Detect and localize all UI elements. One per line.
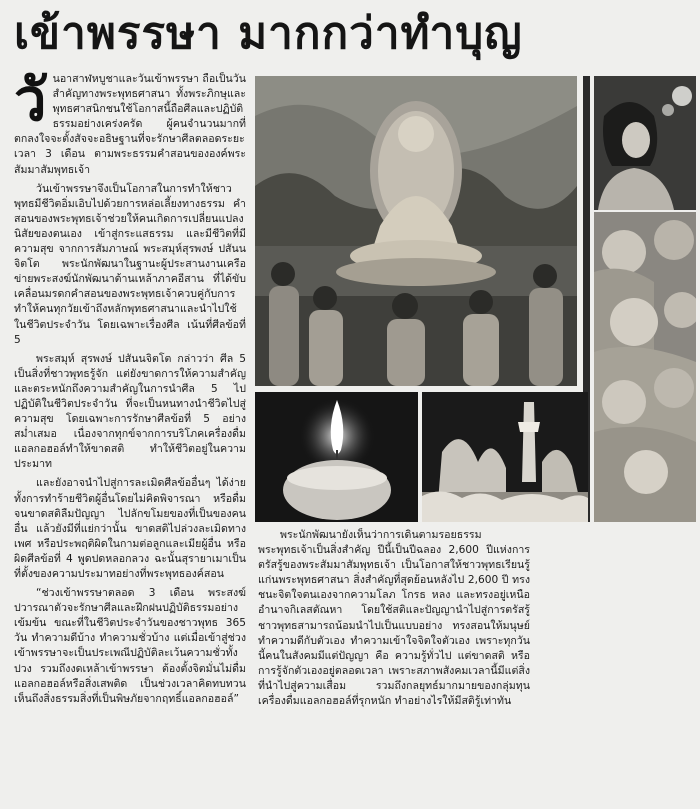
buddha-statue-icon — [255, 76, 577, 386]
right-column — [258, 528, 530, 806]
wax-sculpture-icon — [422, 392, 588, 522]
right-paragraph-1: พระนักพัฒนายังเห็นว่าการเดินตามรอยธรรมพระพุทธเจ้าเป็นสิ่งสำคัญ ปีนี้เป็นปีฉลอง 2,600 ปีแห่งการตรัสรู้ของพระสัมมาสัมพุทธเจ้า เป็นโอกาสให้ชาวพุทธเรียนรู้แก่นพระพุทธศาสนา สิ่งสำคัญที่สุดย้อนหลังไป 2,600 ปี ทรงชนะจิตใจตนเองจากความโลภ โกรธ หลง และทรงอยู่เหนืออำนาจกิเลสตัณหา โดยใช้สติและปัญญานำไปสู่การตรัสรู้ ชาวพุทธสามารถน้อมนำไปเป็นแบบอย่าง ทรงสอนให้มนุษย์ทำความดีกับตัวเอง ทำความเข้าใจจิตใจตัวเอง เพราะทุกวันนี้คนในสังคมมีแต่ปัญญา คือ ความรู้ทั่วไป แต่ขาดสติ หรือการรู้จักตัวเองอยู่ตลอดเวลา เพราะสภาพสังคมเวลานี้มีแต่สิ่งที่นำไปสู่ความเสื่อม รวมถึงกลยุทธ์มากมายของกลุ่มทุนเครื่องดื่มแอลกอฮอล์ที่รุกหนัก ทำอย่างไรให้มีสติรู้เท่าทัน — [258, 529, 530, 708]
candle-photo — [255, 392, 418, 522]
paragraph-4: และยังอาจนำไปสู่การละเมิดศีลข้ออื่นๆ ได้ง่าย ทั้งการทำร้ายชีวิตผู้อื่นโดยไม่คิดพิจารณา หรือดื่มจนขาดสติลืมปัญญา ไปลักขโมยของที่เป็นของคนอื่น แล้วยังมีที่แย่กว่านั้น ขาดสติไปล่วงละเมิดทางเพศ หรือประพฤติผิดในกามต่อลูกและเมียผู้อื่น หรือผิดศีลข้อที่ 4 พูดปดหลอกลวง ฉะนั้นสุรายาเมาเป็นที่ตั้งของความประมาทอย่างที่พระพุทธองค์สอน — [14, 477, 246, 580]
monk-icon — [594, 212, 696, 522]
person-icon — [594, 76, 696, 210]
woman-praying-photo — [594, 76, 696, 210]
headline: เข้าพรรษา มากกว่าทำบุญ — [14, 8, 523, 59]
buddha-meditation-photo — [255, 76, 577, 386]
paragraph-2: วันเข้าพรรษาจึงเป็นโอกาสในการทำให้ชาวพุทธมีชีวิตอิ่มเอิบไปด้วยการหล่อเลี้ยงทางธรรม คำสอนของพระพุทธเจ้าช่วยให้คนเกิดการเปลี่ยนแปลงนิสัยของตนเอง เข้าสู่กระแสธรรม และมีชีวิตที่มีความสุข จากการสัมภาษณ์ พระสมุห์สุรพงษ์ ปสันนจิตโต พระนักพัฒนาในฐานะผู้ประสานงานเครือข่ายพระสงฆ์นักพัฒนาต้านเหล้าภาคอีสาน ที่ได้ขับเคลื่อนมรดกคำสอนของพระพุทธเจ้าควบคู่กับการทำให้คนทุกวัยเข้าถึงหลักพุทธศาสนาและนำไปใช้ในชีวิตประจำวัน โดยเฉพาะเรื่องศีล เน้นที่ศีลข้อที่ 5 — [14, 182, 246, 346]
paragraph-5: “ช่วงเข้าพรรษาตลอด 3 เดือน พระสงฆ์ปวารณาตัวจะรักษาศีลและฝึกฝนปฏิบัติธรรมอย่างเข้มข้น ขณะที่ในชีวิตประจำวันของชาวพุทธ 365 วัน ทำความดีบ้าง ทำความชั่วบ้าง แต่เมื่อเข้าสู่ช่วงเข้าพรรษาจะเป็นประเพณีปฏิบัติละเว้นความชั่วทั้งปวง รวมถึงงดเหล้าเข้าพรรษา ต้องตั้งจิตมั่นไม่ดื่มแอลกอฮอล์หรือสิ่งเสพติด เป็นช่วงเวลาคิดทบทวนเห็นถึงสิ่งธรรมสิ่งที่เป็นพิษภัยจากฤทธิ์แอลกอฮอล์” — [14, 587, 246, 705]
left-column — [14, 72, 246, 806]
wax-castle-photo — [422, 392, 588, 522]
paragraph-3: พระสมุห์ สุรพงษ์ ปสันนจิตโต กล่าวว่า ศีล 5 เป็นสิ่งที่ชาวพุทธรู้จัก แต่ยังขาดการให้ความสำคัญและตระหนักถึงความสำคัญในการนำศีล 5 ไปปฏิบัติในชีวิตประจำวัน ที่จะเป็นหนทางนำชีวิตไปสู่ความสุข โดยเฉพาะการรักษาศีลข้อที่ 5 อย่างสม่ำเสมอ เนื่องจากทุกข์จากการบริโภคเครื่องดื่มแอลกอฮอล์ทำให้ขาดสติ ทำให้ชีวิตอยู่ในความประมาท — [14, 352, 246, 471]
paragraph-1-text: นอาสาฬหบูชาและวันเข้าพรรษา ถือเป็นวันสำคัญทางพระพุทธศาสนา ทั้งพระภิกษุและพุทธศาสนิกชนใช้โอกาสนี้ถือศีลและปฏิบัติธรรมอย่างเคร่งครัด ผู้คนจำนวนมากที่ตกลงใจจะตั้งสัจจะอธิษฐานที่จะรักษาศีลตลอดระยะเวลา 3 เดือน ตามพระธรรมคำสอนขององค์พระสัมมาสัมพุทธเจ้า — [14, 73, 246, 176]
monks-row-photo — [594, 212, 696, 522]
drop-cap: วั — [14, 72, 47, 134]
paragraph-1 — [14, 72, 246, 178]
candle-icon — [255, 392, 418, 522]
